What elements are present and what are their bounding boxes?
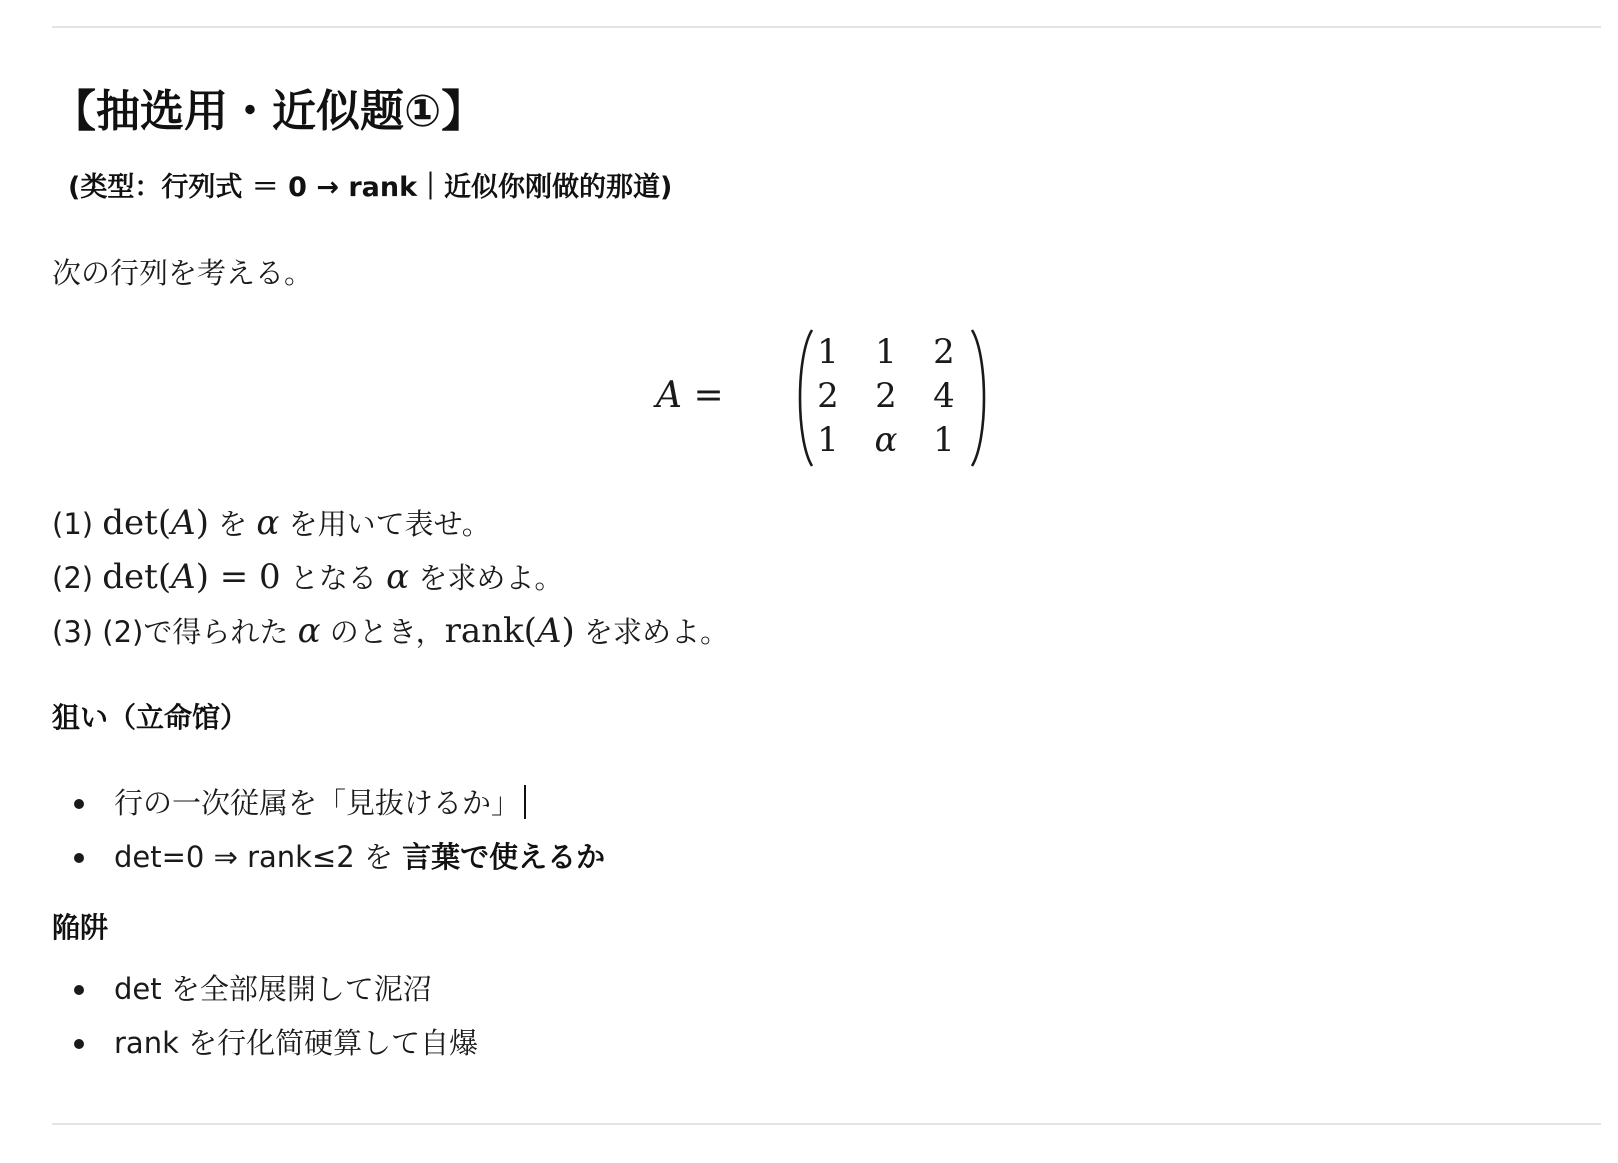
question-3-text-a: (2)で得られた [102,615,298,649]
problem-type-subtitle: (类型：行列式 ＝ 0 → rank｜近似你刚做的那道) [68,172,673,203]
equals-sign: = [682,375,724,416]
matrix-cell-1-3: 2 [933,332,955,372]
question-2-text-a: となる [280,561,387,595]
matrix-equation [652,326,955,470]
right-paren [968,326,992,470]
matrix-cell-1-2: 1 [875,332,897,372]
question-1-text-a: を [208,507,257,541]
question-1-text-b: を用いて表せ。 [279,507,491,541]
trap-item [52,962,478,1016]
matrix-cell-3-1: 1 [817,420,839,460]
aim-item-text: det=0 ⇒ rank≤2 を [114,840,403,874]
trap-heading: 陥阱 [52,911,109,944]
matrix-cell-2-3: 4 [933,376,955,416]
page-title: 【抽选用・近似题①】 [52,86,486,137]
aim-heading: 狙い（立命馆） [52,701,249,734]
det-operator: det [102,557,158,597]
rank-operator: rank [444,611,524,651]
trap-item-text: det を全部展開して泥沼 [114,972,432,1006]
matrix-cell-3-2: α [874,420,898,460]
trap-item-text: rank を行化简硬算して自爆 [114,1026,479,1060]
question-3 [52,606,729,657]
intro-text: 次の行列を考える。 [52,256,314,290]
det-operator: det [102,503,158,543]
aim-item-emphasis: 言葉で使えるか [402,840,606,874]
matrix-variable: A [171,557,196,597]
close-paren: ) [195,503,209,543]
question-2-number: (2) [52,561,103,595]
question-1-det-expr [102,503,209,543]
open-paren: ( [523,611,537,651]
question-3-text-b: のとき， [320,615,445,649]
trap-item [52,1016,478,1070]
aim-item [52,776,605,830]
question-2 [52,552,563,603]
alpha-symbol: α [256,503,280,543]
question-3-text-c: を求めよ。 [574,615,729,649]
open-paren: ( [157,503,172,543]
open-paren: ( [157,557,172,597]
trap-list [52,962,478,1070]
alpha-symbol: α [386,557,410,597]
matrix-variable: A [536,611,562,651]
equals-zero: = 0 [208,557,281,597]
alpha-symbol: α [297,611,321,651]
matrix-lhs [656,374,724,418]
matrix-cell-2-2: 2 [875,376,897,416]
close-paren: ) [195,557,209,597]
question-3-rank-expr [445,611,575,651]
matrix-variable: A [171,503,196,543]
top-divider [52,26,1601,28]
question-2-det-expr [102,557,280,597]
bottom-divider [52,1123,1601,1125]
question-2-text-b: を求めよ。 [409,561,564,595]
text-cursor [524,785,526,819]
aim-item [52,830,605,884]
matrix-cell-2-1: 2 [817,376,839,416]
close-paren: ) [561,611,575,651]
matrix-cell-1-1: 1 [817,332,839,372]
question-1-number: (1) [52,507,103,541]
question-1 [52,498,491,549]
aim-item-text: 行の一次従属を「見抜けるか」 [114,786,521,820]
matrix-cell-3-3: 1 [933,420,955,460]
matrix-variable: A [656,375,682,416]
question-3-number: (3) [52,615,103,649]
aim-list [52,776,605,884]
